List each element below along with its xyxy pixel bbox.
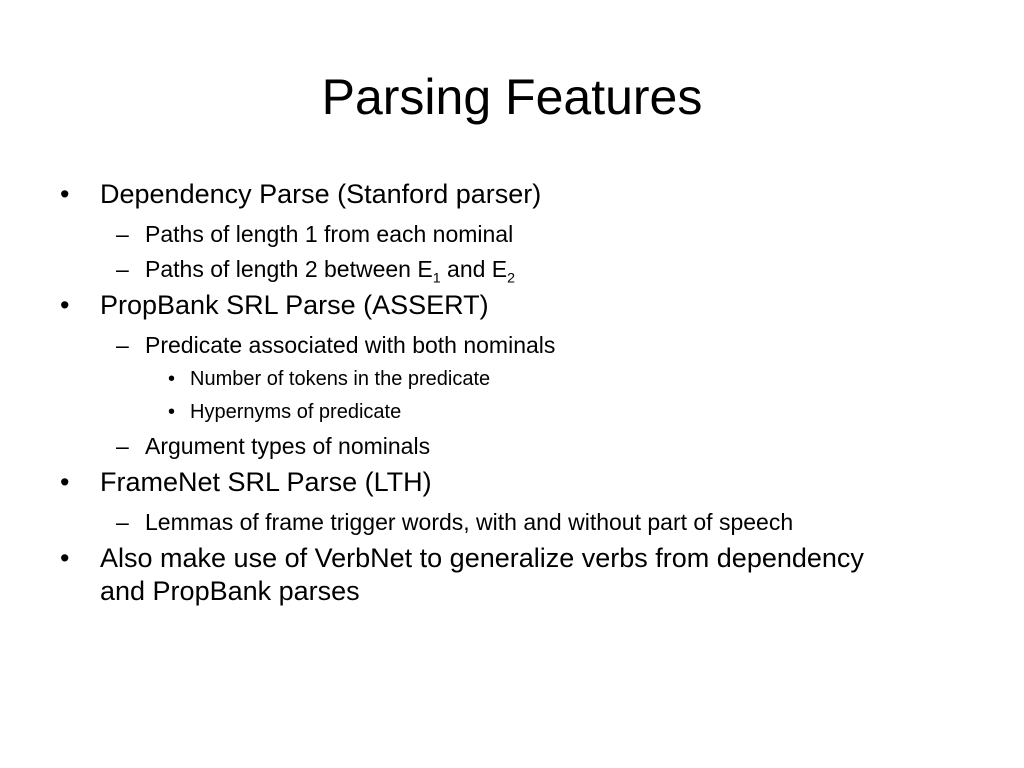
sub-bullet-item — [56, 219, 916, 249]
text-segment: and E — [440, 256, 508, 282]
sub-bullet-text — [145, 256, 516, 287]
bullet-item — [56, 542, 916, 608]
sub-bullet-item — [56, 431, 916, 461]
bullet-marker: • — [168, 368, 176, 390]
sub-bullet-item — [56, 254, 916, 287]
sub-sub-bullet-text: Number of tokens in the predicate — [190, 368, 491, 390]
sub-sub-bullet-text: Hypernyms of predicate — [190, 401, 402, 423]
bullet-marker: • — [60, 467, 70, 497]
bullet-marker: • — [60, 179, 70, 209]
bullet-marker: • — [168, 401, 176, 423]
bullet-item — [56, 178, 916, 211]
bullet-item — [56, 289, 916, 322]
dash-marker: – — [116, 256, 129, 282]
bullet-marker: • — [60, 290, 70, 320]
text-segment: Paths of length 2 between E — [145, 256, 433, 282]
sub-bullet-item — [56, 507, 916, 537]
bullet-text: Also make use of VerbNet to generalize verbs from dependency and PropBank parses — [100, 543, 864, 606]
subscript: 2 — [507, 270, 516, 287]
bullet-item — [56, 466, 916, 499]
slide-title: Parsing Features — [321, 69, 703, 125]
bullet-text: Dependency Parse (Stanford parser) — [100, 179, 542, 209]
dash-marker: – — [116, 509, 129, 535]
sub-bullet-text: Lemmas of frame trigger words, with and without part of speech — [145, 509, 794, 535]
sub-sub-bullet-item — [56, 398, 916, 426]
dash-marker: – — [116, 332, 129, 358]
dash-marker: – — [116, 221, 129, 247]
subscript: 1 — [432, 270, 441, 287]
bullet-marker: • — [60, 543, 70, 573]
bullet-text: PropBank SRL Parse (ASSERT) — [100, 290, 489, 320]
sub-bullet-text: Argument types of nominals — [145, 433, 431, 459]
dash-marker: – — [116, 433, 129, 459]
sub-bullet-text: Predicate associated with both nominals — [145, 332, 556, 358]
sub-bullet-item — [56, 330, 916, 360]
slide-body — [56, 178, 916, 616]
sub-sub-bullet-item — [56, 365, 916, 393]
sub-bullet-text: Paths of length 1 from each nominal — [145, 221, 514, 247]
bullet-text: FrameNet SRL Parse (LTH) — [100, 467, 432, 497]
